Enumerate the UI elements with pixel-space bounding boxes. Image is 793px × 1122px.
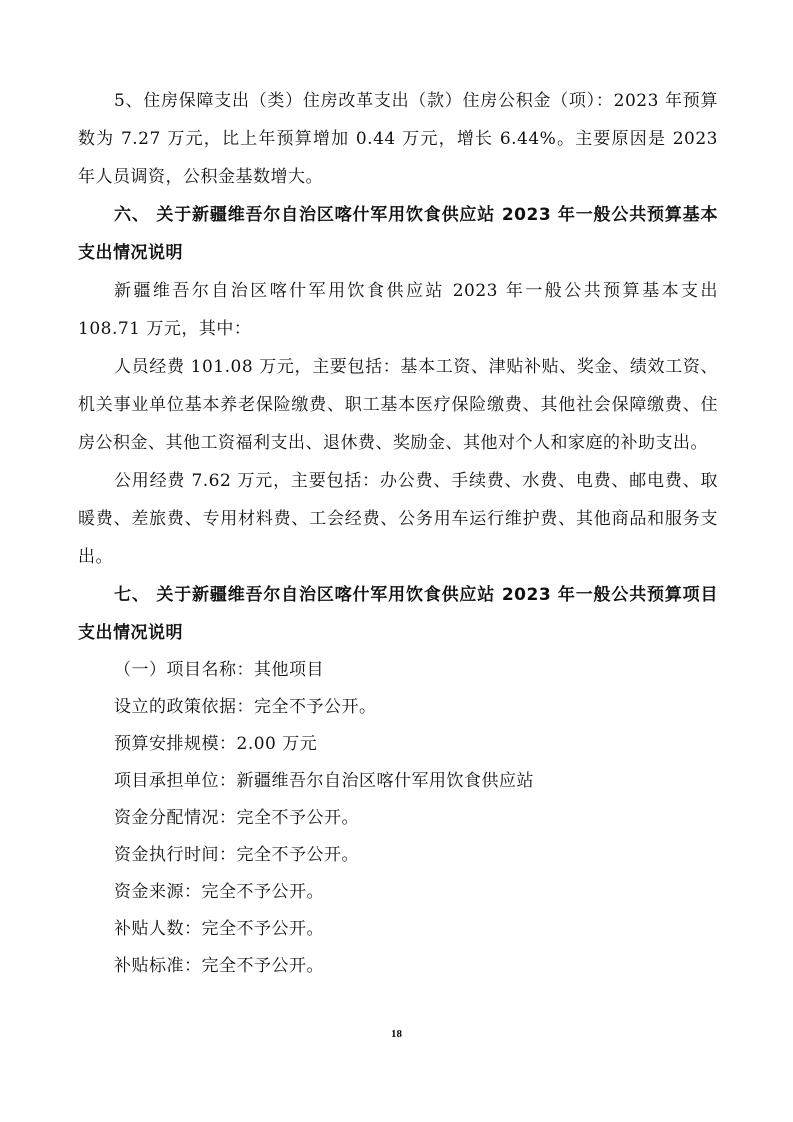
section-heading-6: 六、 关于新疆维吾尔自治区喀什军用饮食供应站 2023 年一般公共预算基本支出情况说明: [78, 205, 718, 263]
project-execution-time: 资金执行时间：完全不予公开。: [114, 845, 359, 865]
project-subsidy-count: 补贴人数：完全不予公开。: [114, 919, 324, 939]
project-name: （一）项目名称：其他项目: [114, 660, 324, 680]
paragraph-public-expenses: 公用经费 7.62 万元，主要包括：办公费、手续费、水费、电费、邮电费、取暖费、差旅费、专用材料费、工会经费、公务用车运行维护费、其他商品和服务支出。: [78, 471, 718, 567]
project-budget-scale: 预算安排规模：2.00 万元: [114, 734, 318, 754]
page-number: 18: [391, 1028, 402, 1040]
project-responsible-unit: 项目承担单位：新疆维吾尔自治区喀什军用饮食供应站: [114, 771, 534, 791]
paragraph-housing-fund: 5、住房保障支出（类）住房改革支出（款）住房公积金（项）：2023 年预算数为 7.27 万元，比上年预算增加 0.44 万元，增长 6.44%。主要原因是 2023 年人员调资，公积金基数增大。: [78, 91, 724, 187]
paragraph-personnel-expenses: 人员经费 101.08 万元，主要包括：基本工资、津贴补贴、奖金、绩效工资、机关事业单位基本养老保险缴费、职工基本医疗保险缴费、其他社会保障缴费、住房公积金、其他工资福利支出、退休费、奖励金、其他对个人和家庭的补助支出。: [78, 357, 718, 453]
section-heading-7: 七、 关于新疆维吾尔自治区喀什军用饮食供应站 2023 年一般公共预算项目支出情况说明: [78, 585, 718, 643]
paragraph-basic-expenditure-total: 新疆维吾尔自治区喀什军用饮食供应站 2023 年一般公共预算基本支出 108.71 万元，其中：: [78, 281, 724, 339]
document-body: [78, 82, 724, 985]
project-subsidy-standard: 补贴标准：完全不予公开。: [114, 956, 324, 976]
project-fund-allocation: 资金分配情况：完全不予公开。: [114, 808, 359, 828]
project-fund-source: 资金来源：完全不予公开。: [114, 882, 324, 902]
project-policy-basis: 设立的政策依据：完全不予公开。: [114, 697, 377, 717]
